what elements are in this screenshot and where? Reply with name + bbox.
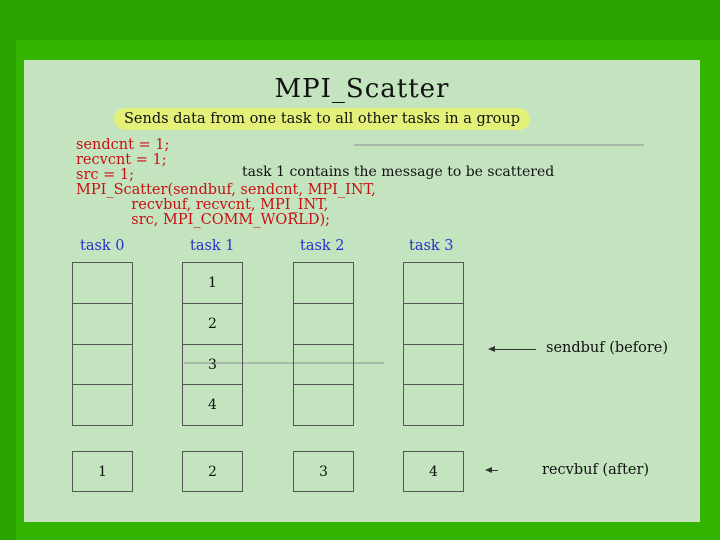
sendbuf-cell: 3 (183, 344, 242, 385)
recvbuf-box (72, 451, 133, 492)
sendbuf-column (182, 262, 243, 426)
code-line: recvcnt = 1; (76, 152, 167, 168)
task-label: task 2 (300, 238, 345, 254)
sendbuf-cell (404, 344, 463, 385)
sendbuf-cell (294, 384, 353, 425)
code-line: recvbuf, recvcnt, MPI_INT, (76, 197, 329, 213)
sendbuf-cell: 4 (183, 384, 242, 425)
sendbuf-label: sendbuf (before) (546, 340, 669, 356)
scatter-note: task 1 contains the message to be scattered (242, 164, 555, 180)
sendbuf-cell: 1 (208, 275, 217, 291)
sendbuf-cell (294, 303, 353, 344)
recvbuf-cell: 4 (429, 463, 438, 480)
sendbuf-cell (73, 344, 132, 385)
code-line: src, MPI_COMM_WORLD); (76, 212, 331, 228)
slide-title: MPI_Scatter (274, 74, 450, 104)
recvbuf-cell: 1 (98, 463, 107, 480)
sendbuf-column (293, 262, 354, 426)
sendbuf-arrow-line (494, 349, 536, 350)
sendbuf-cell (294, 344, 353, 385)
sendbuf-column (403, 262, 464, 426)
sendbuf-cell (404, 303, 463, 344)
sendbuf-cell (73, 303, 132, 344)
code-line: MPI_Scatter(sendbuf, sendcnt, MPI_INT, (76, 182, 376, 198)
recvbuf-box (403, 451, 464, 492)
code-line: src = 1; (76, 167, 134, 183)
divider-line (354, 144, 644, 146)
task-label: task 1 (190, 238, 235, 254)
slide (24, 60, 700, 522)
sendbuf-cell (73, 263, 132, 303)
sendbuf-cell (404, 384, 463, 425)
sendbuf-arrow-head (488, 346, 495, 352)
recvbuf-box (293, 451, 354, 492)
sendbuf-cell (73, 384, 132, 425)
sendbuf-cell: 2 (183, 303, 242, 344)
recvbuf-box (182, 451, 243, 492)
recvbuf-cell: 3 (319, 463, 328, 480)
sendbuf-cell (294, 263, 353, 303)
background-stripe-left (0, 0, 16, 540)
task-label: task 0 (80, 238, 125, 254)
sendbuf-column (72, 262, 133, 426)
recvbuf-arrow-head (485, 467, 492, 473)
code-line: sendcnt = 1; (76, 137, 170, 153)
slide-subtitle: Sends data from one task to all other tasks in a group (114, 108, 530, 130)
recvbuf-label: recvbuf (after) (542, 462, 650, 478)
recvbuf-cell: 2 (208, 463, 217, 480)
sendbuf-cell (404, 263, 463, 303)
task-label: task 3 (409, 238, 454, 254)
background-stripe-top (0, 0, 720, 40)
